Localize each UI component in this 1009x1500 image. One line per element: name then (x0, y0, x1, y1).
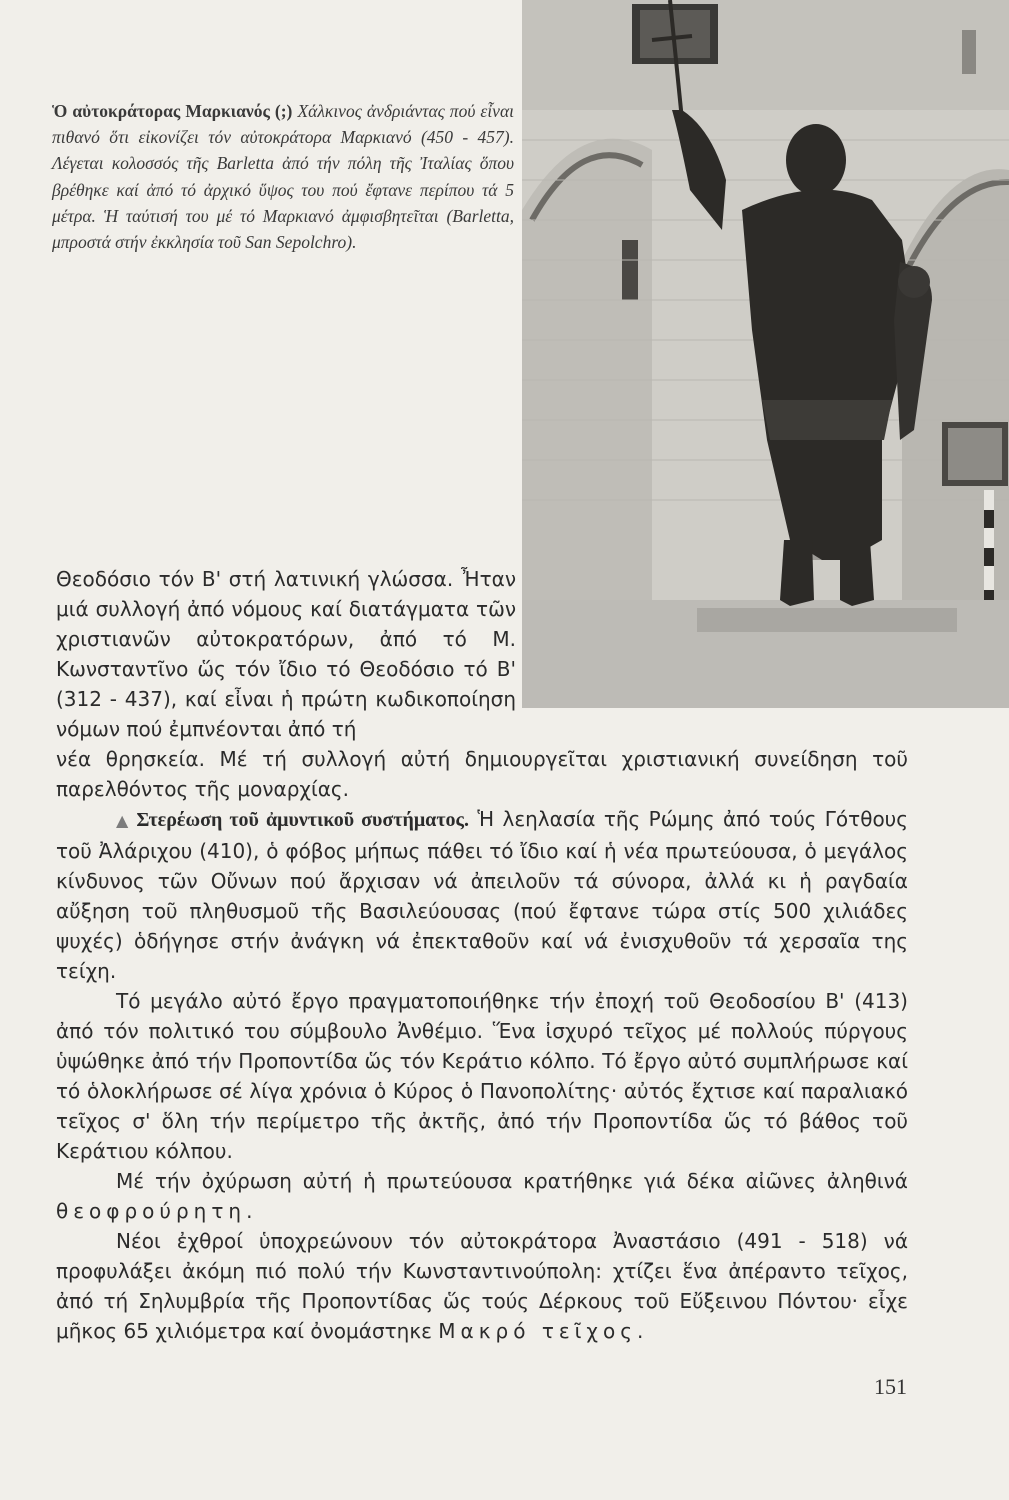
section-heading: Στερέωση τοῦ ἀμυντικοῦ συστήματος. (136, 809, 469, 831)
paragraph-defense-body: Ἡ λεηλασία τῆς Ρώμης ἀπό τούς Γότθους τοῦ Ἀλάριχου (410), ὁ φόβος μήπως πάθει τό ἴδιο καί ἡ νέα πρωτεύουσα, ὁ μεγάλος κίνδυνος τῶν Οὔνων πού ἄρχισαν νά ἀπειλοῦν τά σύνορα, ἀλλά κι ἡ ραγδαία αὔξηση τοῦ πληθυσμοῦ τῆς Βασιλεύουσας (πού ἔφτανε τώρα στίς 500 χιλιάδες ψυχές) ὁδήγησε στήν ἀνάγκη νά ἐπεκταθοῦν καί νά ἐνισχυθοῦν τά χερσαῖα της τείχη. (56, 807, 908, 983)
page-number: 151 (874, 1374, 907, 1399)
triangle-bullet-icon: ▲ (116, 811, 131, 830)
paragraph-walls: Τό μεγάλο αὐτό ἔργο πραγματοποιήθηκε τήν ἐποχή τοῦ Θεοδοσίου Β' (413) ἀπό τόν πολιτικό του σύμβουλο Ἀνθέμιο. Ἕνα ἰσχυρό τεῖχος μέ πολλούς πύργους ὑψώθηκε ἀπό τήν Προποντίδα ὥς τόν Κεράτιο κόλπο. Τό ἔργο αὐτό συμπλήρωσε καί τό ὁλοκλήρωσε σέ λίγα χρόνια ὁ Κύρος ὁ Πανοπολίτης· αὐτός ἔχτισε καί παραλιακό τεῖχος σ' ὅλη τήν περίμετρο τῆς ἀκτῆς, ἀπό τήν Προποντίδα ὥς τό βάθος τοῦ Κεράτιου κόλπου. (56, 989, 908, 1163)
emphasized-word: θεοφρούρητη. (56, 1199, 258, 1223)
photo-caption (52, 98, 514, 255)
paragraph-continuation: νέα θρησκεία. Μέ τή συλλογή αὐτή δημιουργεῖται χριστιανική συνείδηση τοῦ παρελθόντος τῆς μοναρχίας. (56, 747, 908, 801)
long-wall-term: Μακρό τεῖχος. (438, 1319, 649, 1343)
paragraph-anastasius-body: Νέοι ἐχθροί ὑποχρεώνουν τόν αὐτοκράτορα Ἀναστάσιο (491 - 518) νά προφυλάξει ἀκόμη πιό πολύ τήν Κωνσταντινούπολη: χτίζει ἕνα ἀπέραντο τεῖχος, ἀπό τή Σηλυμβρία τῆς Προποντίδας ὥς τούς Δέρκους τοῦ Εὔξεινου Πόντου· εἶχε μῆκος 65 χιλιόμετρα καί ὀνομάστηκε (56, 1229, 908, 1343)
main-text (56, 744, 908, 1346)
column-paragraph-text: Θεοδόσιο τόν Β' στή λατινική γλώσσα. Ἦταν μιά συλλογή ἀπό νόμους καί διατάγματα τῶν χριστιανῶν αὐτοκρατόρων, ἀπό τό Μ. Κωνσταντῖνο ὥς τόν ἴδιο τό Θεοδόσιο τό Β' (312 - 437), καί εἶναι ἡ πρώτη κωδικοποίηση νόμων πού ἐμπνέονται ἀπό τή (56, 567, 516, 741)
paragraph-defense (56, 804, 908, 986)
paragraph-anastasius (56, 1226, 908, 1346)
statue-photo (522, 0, 1009, 708)
paragraph-fortification (56, 1166, 908, 1226)
caption-description: Χάλκινος ἀνδριάντας πού εἶναι πιθανό ὅτι εἰκονίζει τόν αὐτοκράτορα Μαρκιανό (450 - 457). Λέγεται κολοσσός τῆς Barletta ἀπό τήν πόλη τῆς Ἰταλίας ὅπου βρέθηκε καί ἀπό τό ἀρχικό ὕψος του πού ἔφτανε περίπου τά 5 μέτρα. Ἡ ταύτισή του μέ τό Μαρκιανό ἀμφισβητεῖται (Barletta, μπροστά στήν ἐκκλησία τοῦ San Sepolchro). (52, 101, 514, 253)
caption-title: Ὁ αὐτοκράτορας Μαρκιανός (;) (52, 101, 293, 121)
paragraph-fortification-body: Μέ τήν ὀχύρωση αὐτή ἡ πρωτεύουσα κρατήθηκε γιά δέκα αἰῶνες ἀληθινά (116, 1169, 908, 1193)
column-paragraph (56, 564, 516, 744)
